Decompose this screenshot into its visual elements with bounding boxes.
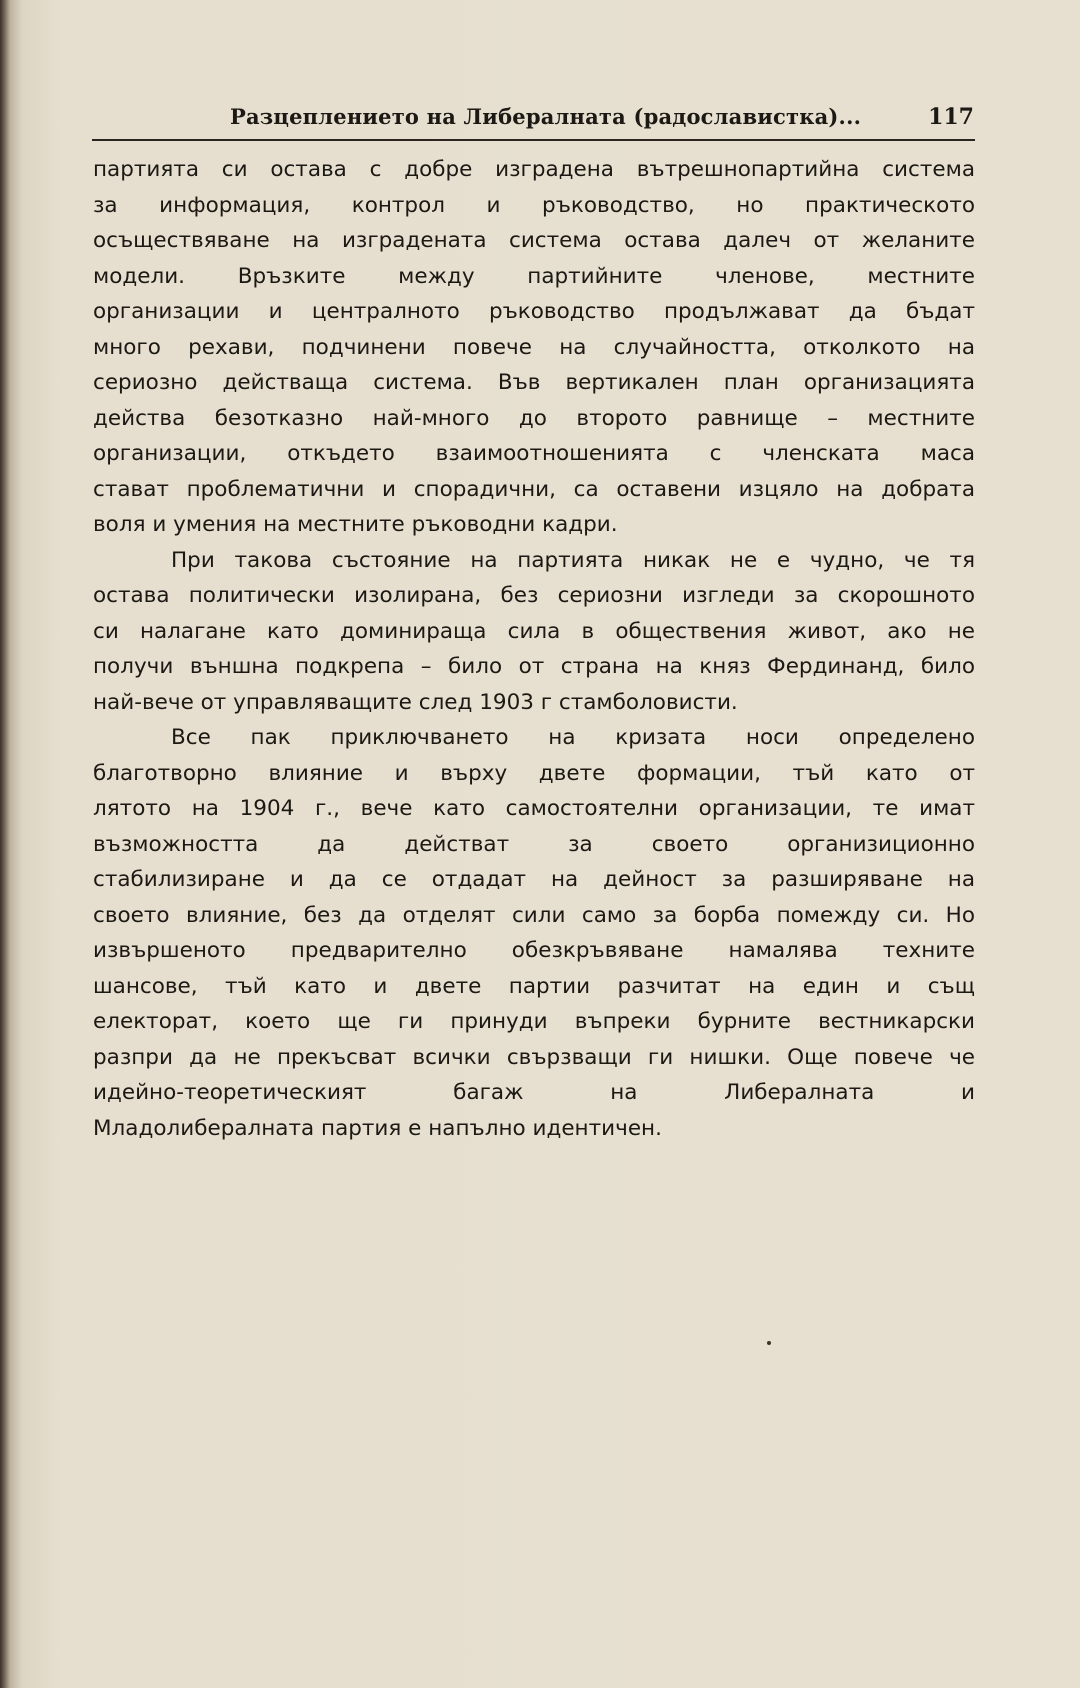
text-line: лятото на 1904 г., вече като самостоятелни организации, те имат — [93, 796, 975, 821]
running-header — [230, 104, 974, 138]
text-line: организации, откъдето взаимоотношенията с членската маса — [93, 441, 975, 466]
text-line: модели. Връзките между партийните членове, местните — [93, 263, 975, 289]
ink-speck — [767, 1341, 771, 1345]
page-number: 117 — [928, 104, 974, 130]
text-line: шансове, тъй като и двете партии разчитат на един и същ — [93, 973, 975, 999]
running-title: Разцеплението на Либералната (радославистка)... — [230, 104, 862, 129]
text-line: извършеното предварително обезкръвяване намалява техните — [93, 938, 975, 963]
text-line: При такова състояние на партията никак не е чудно, че тя — [171, 547, 975, 573]
text-line: благотворно влияние и върху двете формации, тъй като от — [93, 760, 975, 786]
body-text — [93, 152, 975, 1146]
text-line: своето влияние, без да отделят сили само за борба помежду си. Но — [93, 902, 975, 928]
text-line: стават проблематични и спорадични, са оставени изцяло на добрата — [93, 476, 975, 502]
text-line: идейно-теоретическият багаж на Либералната и — [93, 1080, 975, 1105]
header-rule — [92, 139, 975, 141]
text-line: си налагане като доминираща сила в обществения живот, ако не — [93, 618, 975, 644]
text-line: за информация, контрол и ръководство, но практическото — [93, 192, 975, 218]
text-line: Все пак приключването на кризата носи определено — [171, 725, 975, 750]
text-line: много рехави, подчинени повече на случайността, отколкото на — [93, 334, 975, 360]
text-line: осъществяване на изградената система остава далеч от желаните — [93, 228, 975, 253]
text-line: Младолибералната партия е напълно идентичен. — [93, 1115, 662, 1141]
text-line: остава политически изолирана, без сериозни изгледи за скорошното — [93, 583, 975, 608]
text-line: получи външна подкрепа – било от страна на княз Фердинанд, било — [93, 654, 975, 679]
text-line: воля и умения на местните ръководни кадри. — [93, 512, 618, 537]
text-line: партията си остава с добре изградена вътрешнопартийна система — [93, 157, 975, 182]
text-line: стабилизиране и да се отдадат на дейност за разширяване на — [93, 867, 975, 892]
text-line: разпри да не прекъсват всички свързващи ги нишки. Още повече че — [93, 1044, 975, 1070]
text-line: организации и централното ръководство продължават да бъдат — [93, 299, 975, 324]
text-line: електорат, което ще ги принуди въпреки бурните вестникарски — [93, 1009, 975, 1034]
text-line: възможността да действат за своето организиционно — [93, 831, 975, 857]
text-line: действа безотказно най-много до второто равнище – местните — [93, 405, 975, 431]
text-line: най-вече от управляващите след 1903 г стамболовисти. — [93, 689, 738, 715]
text-line: сериозно действаща система. Във вертикален план организацията — [93, 370, 975, 395]
